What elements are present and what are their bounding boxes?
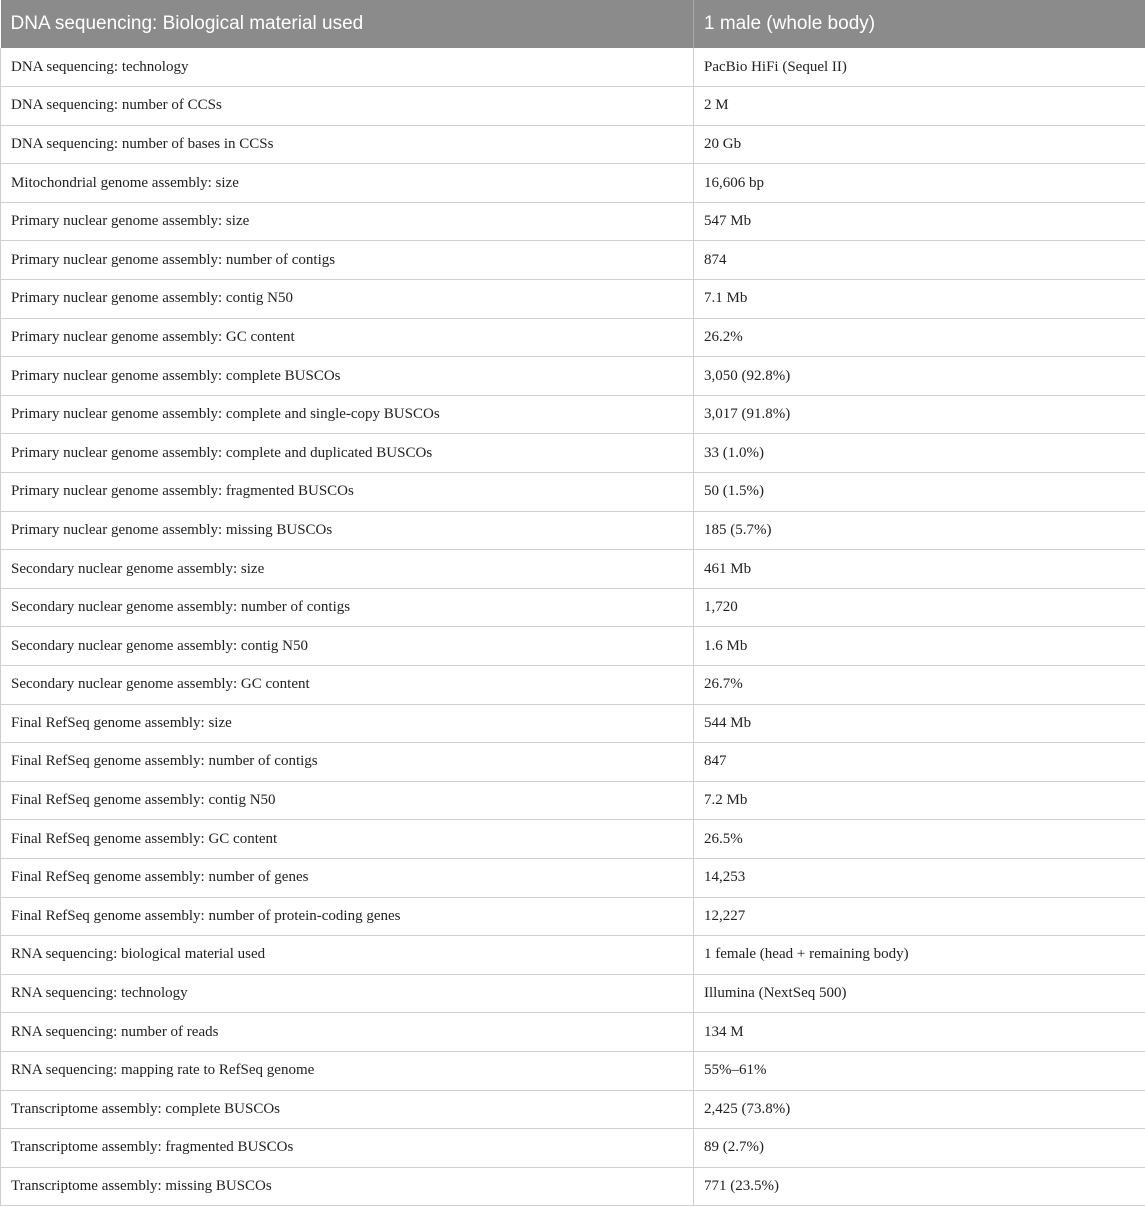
row-label-cell: Final RefSeq genome assembly: size xyxy=(1,704,694,743)
table-row xyxy=(1,1013,1145,1052)
row-label-cell: Transcriptome assembly: complete BUSCOs xyxy=(1,1090,694,1129)
table-row xyxy=(1,357,1145,396)
table-row xyxy=(1,858,1145,897)
table-row xyxy=(1,164,1145,203)
row-value-cell: 185 (5.7%) xyxy=(694,511,1145,550)
row-label-cell: Primary nuclear genome assembly: number of contigs xyxy=(1,241,694,280)
row-label-cell: Primary nuclear genome assembly: complete and duplicated BUSCOs xyxy=(1,434,694,473)
row-value-cell: 33 (1.0%) xyxy=(694,434,1145,473)
row-label-cell: Final RefSeq genome assembly: number of genes xyxy=(1,858,694,897)
table-row xyxy=(1,627,1145,666)
row-value-cell: 26.7% xyxy=(694,666,1145,705)
row-label-cell: Primary nuclear genome assembly: GC content xyxy=(1,318,694,357)
row-label-cell: RNA sequencing: biological material used xyxy=(1,936,694,975)
row-value-cell: 1 female (head + remaining body) xyxy=(694,936,1145,975)
table-row xyxy=(1,202,1145,241)
row-value-cell: Illumina (NextSeq 500) xyxy=(694,974,1145,1013)
row-value-cell: 2 M xyxy=(694,87,1145,126)
row-value-cell: PacBio HiFi (Sequel II) xyxy=(694,48,1145,87)
table-row xyxy=(1,897,1145,936)
table-row xyxy=(1,434,1145,473)
table-row xyxy=(1,704,1145,743)
table-row xyxy=(1,781,1145,820)
table-row xyxy=(1,1090,1145,1129)
row-value-cell: 847 xyxy=(694,743,1145,782)
table-row xyxy=(1,820,1145,859)
table-row xyxy=(1,936,1145,975)
row-value-cell: 89 (2.7%) xyxy=(694,1129,1145,1168)
row-value-cell: 874 xyxy=(694,241,1145,280)
header-cell-attribute: DNA sequencing: Biological material used xyxy=(1,0,694,48)
row-value-cell: 3,050 (92.8%) xyxy=(694,357,1145,396)
row-value-cell: 771 (23.5%) xyxy=(694,1167,1145,1206)
table-row xyxy=(1,743,1145,782)
row-value-cell: 461 Mb xyxy=(694,550,1145,589)
row-value-cell: 14,253 xyxy=(694,858,1145,897)
row-value-cell: 26.2% xyxy=(694,318,1145,357)
row-label-cell: DNA sequencing: technology xyxy=(1,48,694,87)
table-row xyxy=(1,280,1145,319)
row-value-cell: 1,720 xyxy=(694,588,1145,627)
table-header xyxy=(1,0,1145,48)
row-value-cell: 2,425 (73.8%) xyxy=(694,1090,1145,1129)
row-value-cell: 3,017 (91.8%) xyxy=(694,395,1145,434)
table-row xyxy=(1,666,1145,705)
row-value-cell: 134 M xyxy=(694,1013,1145,1052)
table-row xyxy=(1,241,1145,280)
row-value-cell: 547 Mb xyxy=(694,202,1145,241)
table-row xyxy=(1,125,1145,164)
table-row xyxy=(1,473,1145,512)
row-label-cell: Secondary nuclear genome assembly: GC content xyxy=(1,666,694,705)
row-label-cell: Transcriptome assembly: fragmented BUSCOs xyxy=(1,1129,694,1168)
table-body xyxy=(1,48,1145,1206)
row-label-cell: Primary nuclear genome assembly: size xyxy=(1,202,694,241)
row-label-cell: DNA sequencing: number of bases in CCSs xyxy=(1,125,694,164)
row-label-cell: RNA sequencing: technology xyxy=(1,974,694,1013)
header-cell-value: 1 male (whole body) xyxy=(694,0,1145,48)
table-row xyxy=(1,48,1145,87)
row-label-cell: Final RefSeq genome assembly: GC content xyxy=(1,820,694,859)
row-label-cell: Secondary nuclear genome assembly: contig N50 xyxy=(1,627,694,666)
row-value-cell: 7.1 Mb xyxy=(694,280,1145,319)
row-label-cell: Primary nuclear genome assembly: missing BUSCOs xyxy=(1,511,694,550)
table-row xyxy=(1,395,1145,434)
table-row xyxy=(1,87,1145,126)
row-value-cell: 26.5% xyxy=(694,820,1145,859)
row-label-cell: Final RefSeq genome assembly: contig N50 xyxy=(1,781,694,820)
row-value-cell: 1.6 Mb xyxy=(694,627,1145,666)
row-value-cell: 55%–61% xyxy=(694,1051,1145,1090)
row-label-cell: Primary nuclear genome assembly: fragmented BUSCOs xyxy=(1,473,694,512)
row-label-cell: Primary nuclear genome assembly: contig N50 xyxy=(1,280,694,319)
row-label-cell: DNA sequencing: number of CCSs xyxy=(1,87,694,126)
row-value-cell: 544 Mb xyxy=(694,704,1145,743)
table-row xyxy=(1,318,1145,357)
row-value-cell: 20 Gb xyxy=(694,125,1145,164)
row-label-cell: Transcriptome assembly: missing BUSCOs xyxy=(1,1167,694,1206)
row-label-cell: Secondary nuclear genome assembly: number of contigs xyxy=(1,588,694,627)
table-row xyxy=(1,1051,1145,1090)
row-label-cell: Final RefSeq genome assembly: number of protein-coding genes xyxy=(1,897,694,936)
header-row xyxy=(1,0,1145,48)
row-label-cell: RNA sequencing: mapping rate to RefSeq genome xyxy=(1,1051,694,1090)
table-row xyxy=(1,1167,1145,1206)
row-label-cell: RNA sequencing: number of reads xyxy=(1,1013,694,1052)
row-label-cell: Mitochondrial genome assembly: size xyxy=(1,164,694,203)
table-row xyxy=(1,511,1145,550)
row-label-cell: Final RefSeq genome assembly: number of contigs xyxy=(1,743,694,782)
table-row xyxy=(1,588,1145,627)
table-row xyxy=(1,550,1145,589)
row-label-cell: Primary nuclear genome assembly: complete BUSCOs xyxy=(1,357,694,396)
row-value-cell: 16,606 bp xyxy=(694,164,1145,203)
table-row xyxy=(1,974,1145,1013)
row-label-cell: Secondary nuclear genome assembly: size xyxy=(1,550,694,589)
row-value-cell: 7.2 Mb xyxy=(694,781,1145,820)
row-value-cell: 12,227 xyxy=(694,897,1145,936)
row-value-cell: 50 (1.5%) xyxy=(694,473,1145,512)
table-row xyxy=(1,1129,1145,1168)
row-label-cell: Primary nuclear genome assembly: complete and single-copy BUSCOs xyxy=(1,395,694,434)
